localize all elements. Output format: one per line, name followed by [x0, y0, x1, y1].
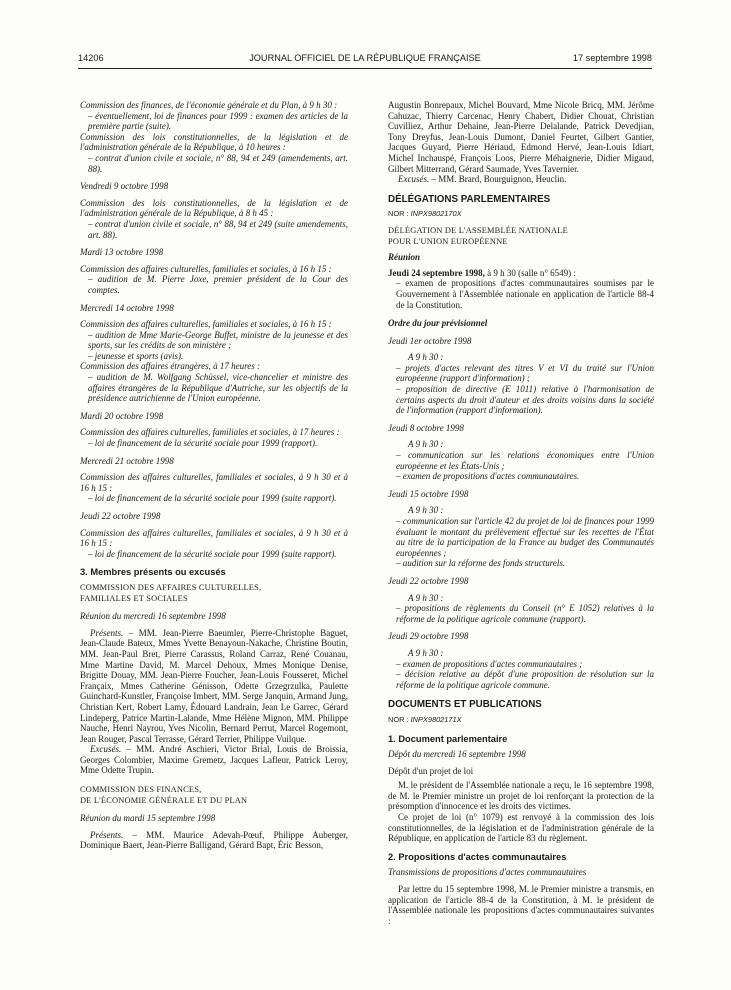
body-paragraph: M. le président de l'Assemblée nationale a reçu, le 16 septembre 1998, de M. le Premier ministre un projet de loi renforçant la protection de la présomption d'innocence et les droits des victimes. — [388, 780, 654, 812]
agenda-item: – audition de Mme Marie-George Buffet, ministre de la jeunesse et des sports, sur les crédits de son ministère ; — [88, 329, 348, 351]
attendees-present: Présents. – MM. Maurice Adevah-Pœuf, Philippe Auberger, Dominique Baert, Jean-Pierre Balligand, Gérard Bapt, Éric Besson, — [80, 829, 348, 851]
agenda-item: – loi de financement de la sécurité sociale pour 1999 (suite rapport). — [88, 493, 337, 504]
transmissions-heading: Transmissions de propositions d'actes communautaires — [388, 867, 587, 878]
agenda-date: Mardi 13 octobre 1998 — [80, 247, 164, 258]
agenda-commission: Commission des affaires étrangères, à 17 heures : — [80, 361, 260, 372]
agenda-commission: Commission des affaires culturelles, familiales et sociales, à 17 heures : — [80, 427, 340, 438]
agenda-commission: Commission des affaires culturelles, familiales et sociales, à 9 h 30 et à 16 h 15 : — [80, 472, 348, 493]
agenda-item: – propositions de règlements du Conseil (n° E 1052) relatives à la réforme de la politique agricole commune (rapport). — [396, 603, 654, 624]
agenda-date: Mardi 20 octobre 1998 — [80, 410, 164, 421]
provisional-agenda-heading: Ordre du jour prévisionnel — [388, 318, 488, 329]
agenda-date: Mercredi 14 octobre 1998 — [80, 302, 174, 313]
attendees-continued: Augustin Bonrepaux, Michel Bouvard, Mme Nicole Bricq, MM. Jérôme Cahuzac, Thierry Carcenac, Henry Chabert, Didier Chouat, Christian Cuvilliez, Arthur Dehaine, Jean-Pierre Delalande, Patrick Devedjian, Tony Dreyfus, Jean-Louis Dumont, Daniel Feurtet, Gilbert Gantier, Jacques Guyard, Pierre Hériaud, Edmond Hervé, Jean-Louis Idiart, Michel Inchauspé, François Loos, Pierre Méhaignerie, Didier Migaud, Gilbert Mitterrand, Gérard Saumade, Yves Tavernier. — [388, 100, 654, 174]
agenda-commission: Commission des affaires culturelles, familiales et sociales, à 9 h 30 et à 16 h 15 : — [80, 527, 348, 549]
meeting-date: Réunion du mercredi 16 septembre 1998 — [80, 611, 226, 622]
reunion-label: Réunion — [388, 252, 421, 263]
commission-name: COMMISSION DES AFFAIRES CULTURELLES, FAMILIALES ET SOCIALES — [80, 582, 262, 603]
agenda-time: A 9 h 30 : — [408, 647, 444, 658]
meeting-line: Jeudi 24 septembre 1998, à 9 h 30 (salle n° 6549) : — [388, 267, 576, 278]
agenda-date: Jeudi 22 octobre 1998 — [388, 575, 469, 586]
agenda-item: – jeunesse et sports (avis). — [88, 350, 184, 361]
section-title-documents: DOCUMENTS ET PUBLICATIONS — [388, 699, 542, 711]
agenda-item: – audition de M. Pierre Joxe, premier président de la Cour des comptes. — [88, 274, 348, 295]
commission-name: COMMISSION DES FINANCES, DE L'ÉCONOMIE GÉNÉRALE ET DU PLAN — [80, 785, 248, 805]
delegation-name: DÉLÉGATION DE L'ASSEMBLÉE NATIONALE POUR L'UNION EUROPÉENNE — [388, 225, 568, 246]
attendees-excused: Excusés. – MM. Brard, Bourguignon, Heuclin. — [398, 174, 567, 185]
agenda-item: – audition de M. Wolfgang Schüssel, vice-chancelier et ministre des affaires étrangères de la République d'Autriche, sur les objectifs de la présidence autrichienne de l'Union européenne. — [88, 372, 348, 404]
agenda-date: Jeudi 1er octobre 1998 — [388, 335, 472, 346]
body-paragraph: Par lettre du 15 septembre 1998, M. le Premier ministre a transmis, en application de l'article 88-4 de la Constitution, à M. le président de l'Assemblée nationale les propositions d'actes communautaires suivantes : — [388, 884, 654, 926]
agenda-commission: Commission des lois constitutionnelles, de la législation et de l'administration générale de la République, à 10 heures : — [80, 131, 348, 153]
agenda-item: – audition sur la réforme des fonds structurels. — [396, 558, 566, 569]
agenda-item: – proposition de directive (E 1011) relative à l'harmonisation de certains aspects du droit d'auteur et des droits voisins dans la société de l'information (rapport d'information). — [396, 384, 654, 416]
agenda-time: A 9 h 30 : — [408, 352, 444, 363]
section-heading: 3. Membres présents ou excusés — [80, 567, 226, 578]
left-column — [80, 100, 348, 851]
agenda-item: – examen de propositions d'actes communautaires ; — [396, 658, 583, 669]
agenda-item: – communication sur les relations économiques entre l'Union européenne et les États-Unis ; — [396, 450, 654, 471]
agenda-item: – loi de financement de la sécurité sociale pour 1999 (rapport). — [88, 438, 318, 449]
agenda-date: Jeudi 8 octobre 1998 — [388, 422, 464, 433]
agenda-item: – communication sur l'article 42 du projet de loi de finances pour 1999 évaluant le montant du prélèvement effectué sur les recettes de l'État au titre de la participation de la France au budget des Communautés européennes ; — [396, 516, 654, 558]
deposit-date: Dépôt du mercredi 16 septembre 1998 — [388, 749, 526, 760]
agenda-item: – examen de propositions d'actes communautaires. — [396, 471, 580, 482]
agenda-item: – loi de financement de la sécurité sociale pour 1999 (suite rapport). — [88, 548, 337, 559]
agenda-date: Jeudi 15 octobre 1998 — [388, 488, 469, 499]
agenda-date: Mercredi 21 octobre 1998 — [80, 455, 174, 466]
deposit-type: Dépôt d'un projet de loi — [388, 765, 474, 776]
journal-title: JOURNAL OFFICIEL DE LA RÉPUBLIQUE FRANÇAISE — [249, 53, 481, 63]
agenda-item: – contrat d'union civile et sociale, n° 88, 94 et 249 (amendements, art. 88). — [88, 152, 348, 174]
subsection-heading: 1. Document parlementaire — [388, 733, 508, 744]
agenda-commission: Commission des affaires culturelles, familiales et sociales, à 16 h 15 : — [80, 319, 332, 330]
body-paragraph: Ce projet de loi (n° 1079) est renvoyé à la commission des lois constitutionnelles, de la législation et de l'administration générale de la République, en application de l'article 83 du règlement. — [388, 812, 654, 844]
page-header — [78, 53, 652, 67]
attendees-excused: Excusés. – MM. André Aschieri, Victor Brial, Louis de Broissia, Georges Colombier, Maxime Gremetz, Jacques Lafleur, Patrick Leroy, Mme Odette Trupin. — [80, 744, 348, 776]
subsection-heading: 2. Propositions d'actes communautaires — [388, 851, 567, 862]
agenda-date: Jeudi 22 octobre 1998 — [80, 511, 161, 521]
agenda-date: Jeudi 29 octobre 1998 — [388, 631, 469, 642]
agenda-item: – éventuellement, loi de finances pour 1999 : examen des articles de la première partie (suite). — [88, 110, 348, 132]
agenda-item: – examen de propositions d'actes communautaires soumises par le Gouvernement à l'Assemblée nationale en application de l'article 88-4 de la Constitution. — [396, 278, 654, 310]
right-column — [388, 100, 654, 926]
meeting-date: Réunion du mardi 15 septembre 1998 — [80, 813, 216, 824]
attendees-present: Présents. – MM. Jean-Pierre Baeumler, Pierre-Christophe Baguet, Jean-Claude Bateux, Mmes Yvette Benayoun-Nakache, Christine Boutin, MM. Jean-Paul Bret, Pierre Carassus, Roland Carraz, René Couanau, Mme Martine David, M. Marcel Dehoux, Mmes Monique Denise, Brigitte Douay, MM. Jean-Pierre Foucher, Jean-Louis Fousseret, Michel Françaix, Mmes Catherine Génisson, Odette Grzegrzulka, Paulette Guinchard-Kunstler, Françoise Imbert, MM. Serge Janquin, Armand Jung, Christian Kert, Robert Lamy, Édouard Landrain, Jean Le Garrec, Gérard Lindeperg, Patrice Martin-Lalande, Mme Hélène Mignon, MM. Philippe Nauche, Henri Nayrou, Yves Nicolin, Bernard Perrut, Marcel Rogemont, Jean Rouger, Pascal Terrasse, Gérard Terrier, Philippe Vuilque. — [80, 627, 348, 744]
agenda-time: A 9 h 30 : — [408, 505, 444, 516]
agenda-time: A 9 h 30 : — [408, 592, 444, 603]
agenda-item: – contrat d'union civile et sociale, n° 88, 94 et 249 (suite amendements, art. 88). — [88, 218, 348, 240]
issue-date: 17 septembre 1998 — [572, 53, 652, 63]
page-number: 14206 — [78, 53, 104, 63]
agenda-time: A 9 h 30 : — [408, 439, 444, 450]
agenda-commission: Commission des affaires culturelles, familiales et sociales, à 16 h 15 : — [80, 263, 332, 274]
agenda-date: Vendredi 9 octobre 1998 — [80, 181, 169, 192]
nor-code: NOR : INPX9802171X — [388, 714, 462, 724]
nor-code: NOR : INPX9802170X — [388, 209, 462, 219]
agenda-item: – décision relative au dépôt d'une proposition de résolution sur la réforme de la politique agricole commune. — [396, 669, 654, 690]
header-rule — [78, 68, 652, 69]
agenda-commission: Commission des lois constitutionnelles, de la législation et de l'administration générale de la République, à 8 h 45 : — [80, 197, 348, 219]
agenda-commission: Commission des finances, de l'économie générale et du Plan, à 9 h 30 : — [80, 100, 338, 110]
agenda-item: – projets d'actes relevant des titres V et VI du traité sur l'Union européenne (rapport d'information) ; — [396, 362, 654, 384]
section-title-delegations: DÉLÉGATIONS PARLEMENTAIRES — [388, 193, 551, 205]
